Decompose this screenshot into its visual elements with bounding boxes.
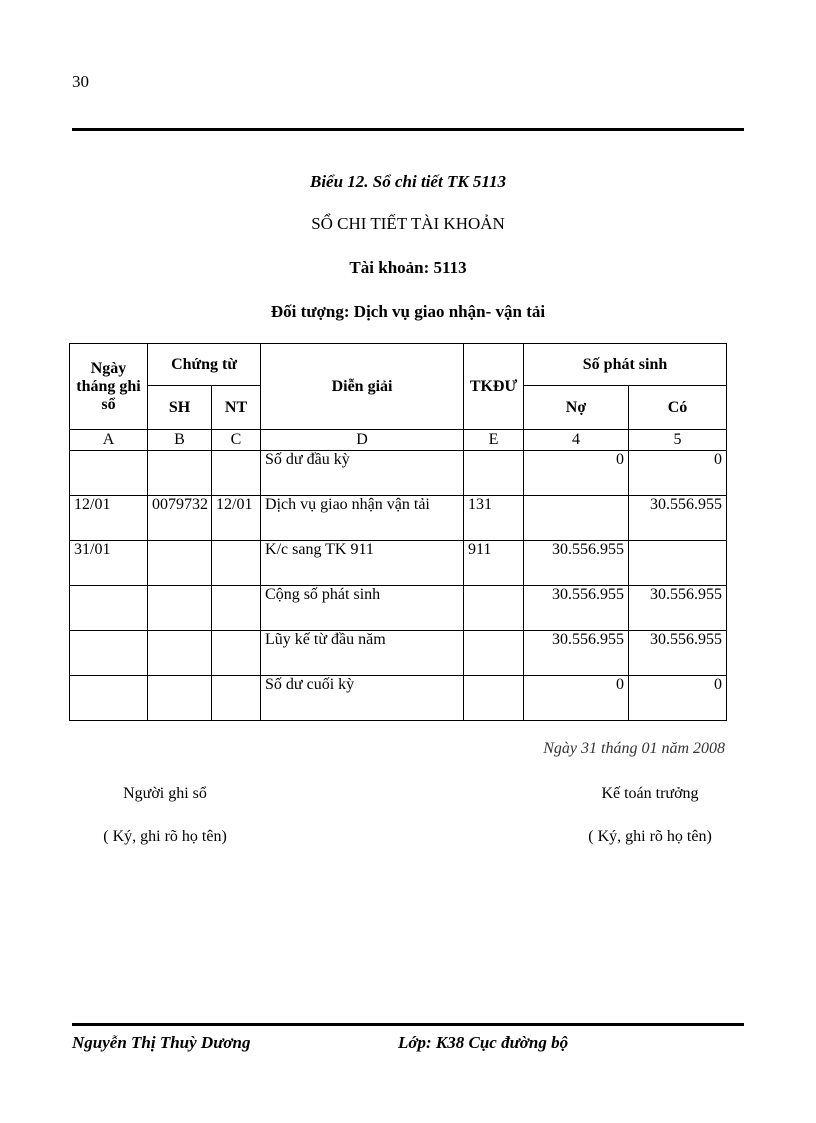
header-nt: NT [212, 386, 261, 430]
table-cell: 12/01 [212, 496, 261, 541]
column-code-row [70, 430, 727, 451]
subject-line: Đối tượng: Dịch vụ giao nhận- vận tải [270, 302, 546, 321]
table-cell [212, 451, 261, 496]
table-cell: 0 [524, 451, 629, 496]
table-cell: 0079732 [148, 496, 212, 541]
table-row [70, 676, 727, 721]
table-cell [524, 496, 629, 541]
date-line: Ngày 31 tháng 01 năm 2008 [543, 740, 725, 757]
table-cell: Số dư đầu kỳ [261, 451, 464, 496]
table-cell [464, 676, 524, 721]
code-cell: 4 [524, 430, 629, 451]
header-description: Diễn giải [261, 344, 464, 430]
figure-caption: Biểu 12. Sổ chi tiết TK 5113 [310, 172, 506, 191]
code-cell: D [261, 430, 464, 451]
table-cell: Cộng số phát sinh [261, 586, 464, 631]
signer-left-title: Người ghi sổ [123, 785, 207, 802]
table-cell: 30.556.955 [524, 631, 629, 676]
header-amount: Số phát sinh [524, 344, 727, 386]
table-row [70, 451, 727, 496]
table-cell [70, 631, 148, 676]
code-cell: E [464, 430, 524, 451]
table-cell: 30.556.955 [629, 586, 727, 631]
table-cell [464, 631, 524, 676]
table-cell: 0 [524, 676, 629, 721]
table-cell [148, 451, 212, 496]
table-cell [212, 631, 261, 676]
table-cell [464, 451, 524, 496]
table-cell [148, 676, 212, 721]
signer-left-note: ( Ký, ghi rõ họ tên) [103, 828, 227, 845]
table-cell [70, 676, 148, 721]
header-voucher: Chứng từ [148, 344, 261, 386]
page-number: 30 [72, 72, 89, 91]
table-cell [148, 631, 212, 676]
table-row [70, 586, 727, 631]
table-cell: 30.556.955 [629, 631, 727, 676]
header-credit: Có [629, 386, 727, 430]
ledger-table [69, 343, 727, 721]
code-cell: 5 [629, 430, 727, 451]
table-cell [212, 586, 261, 631]
table-cell [212, 676, 261, 721]
table-row [70, 541, 727, 586]
author-name: Nguyễn Thị Thuỳ Dương [72, 1033, 251, 1052]
table-cell [212, 541, 261, 586]
account-line: Tài khoản: 5113 [349, 258, 467, 277]
table-cell [148, 586, 212, 631]
header-sh: SH [148, 386, 212, 430]
table-cell: 0 [629, 676, 727, 721]
table-cell: 12/01 [70, 496, 148, 541]
table-cell: 30.556.955 [524, 541, 629, 586]
table-cell: Lũy kế từ đầu năm [261, 631, 464, 676]
table-cell [629, 541, 727, 586]
code-cell: C [212, 430, 261, 451]
header-date: Ngày tháng ghi sổ [70, 344, 148, 430]
code-cell: A [70, 430, 148, 451]
table-cell: K/c sang TK 911 [261, 541, 464, 586]
table-cell: Dịch vụ giao nhận vận tải [261, 496, 464, 541]
document-title: SỔ CHI TIẾT TÀI KHOẢN [311, 214, 505, 233]
signer-right-title: Kế toán trưởng [601, 785, 699, 802]
table-cell [70, 451, 148, 496]
code-cell: B [148, 430, 212, 451]
table-cell: 31/01 [70, 541, 148, 586]
table-cell: 30.556.955 [629, 496, 727, 541]
table-cell [70, 586, 148, 631]
table-cell: 0 [629, 451, 727, 496]
table-row [70, 631, 727, 676]
signer-right-note: ( Ký, ghi rõ họ tên) [588, 828, 712, 845]
table-cell [148, 541, 212, 586]
header-debit: Nợ [524, 386, 629, 430]
class-label: Lớp: K38 Cục đường bộ [398, 1033, 569, 1052]
table-cell: 131 [464, 496, 524, 541]
footer-rule [72, 1023, 744, 1026]
table-row [70, 496, 727, 541]
header-rule [72, 128, 744, 131]
table-cell: 30.556.955 [524, 586, 629, 631]
ledger-body [70, 451, 727, 721]
table-cell [464, 586, 524, 631]
table-cell: 911 [464, 541, 524, 586]
header-account: TKĐƯ [464, 344, 524, 430]
table-cell: Số dư cuối kỳ [261, 676, 464, 721]
